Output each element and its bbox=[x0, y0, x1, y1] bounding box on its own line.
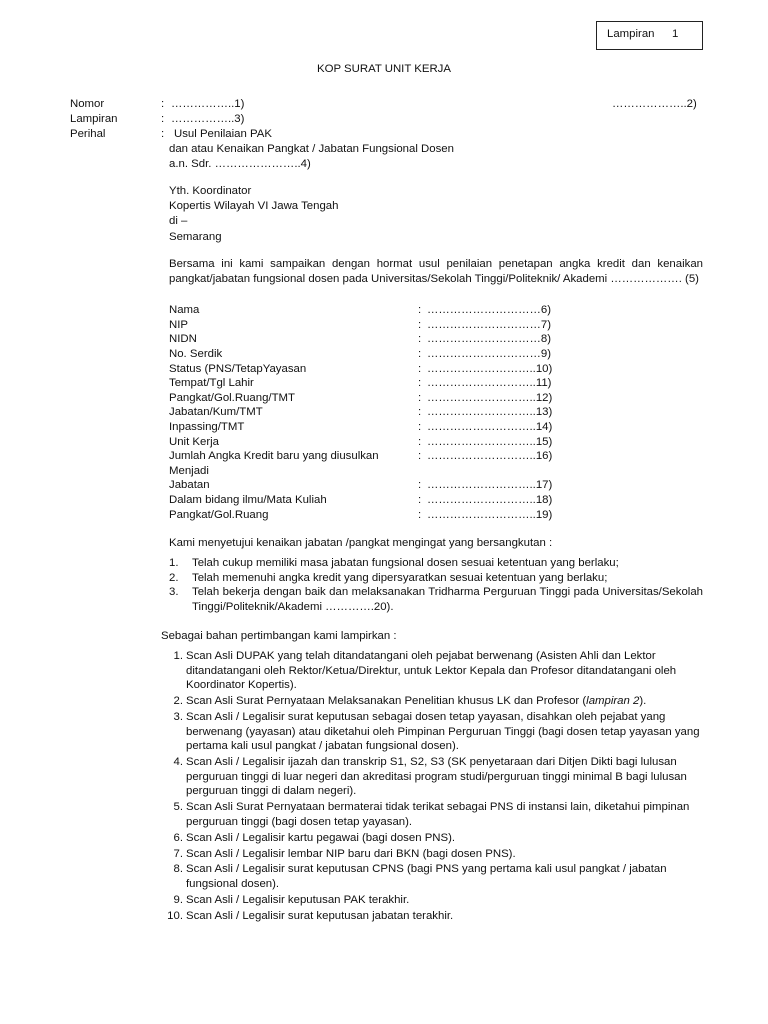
field-label: Pangkat/Gol.Ruang/TMT bbox=[169, 392, 295, 404]
field-label: NIP bbox=[169, 319, 188, 331]
field-row: Pangkat/Gol.Ruang/TMT : ………………………..12) bbox=[169, 392, 553, 404]
field-label: Tempat/Tgl Lahir bbox=[169, 377, 254, 389]
field-row: Unit Kerja : ………………………..15) bbox=[169, 436, 553, 448]
agree-item-number: 3. bbox=[169, 586, 179, 599]
intro-paragraph: Bersama ini kami sampaikan dengan hormat usul penilaian penetapan angka kredit dan kenaikan pangkat/jabatan fungsional dosen pada Universitas/Sekolah Tinggi/Politeknik/ Akademi ………………. (5) bbox=[169, 258, 703, 285]
field-row: Dalam bidang ilmu/Mata Kuliah : ………………………..18) bbox=[169, 494, 553, 506]
field-row: Pangkat/Gol.Ruang : ………………………..19) bbox=[169, 509, 553, 521]
attach-heading: Sebagai bahan pertimbangan kami lampirkan : bbox=[161, 630, 397, 642]
field-value: …………………………9) bbox=[427, 348, 552, 360]
attach-item bbox=[161, 831, 701, 846]
field-row: No. Serdik : …………………………9) bbox=[169, 348, 552, 360]
attach-item-text: Scan Asli / Legalisir keputusan PAK terakhir. bbox=[186, 893, 410, 906]
field-value: ………………………..16) bbox=[427, 450, 553, 462]
lampiran-value: ……………..3) bbox=[171, 113, 245, 125]
attach-list bbox=[161, 649, 701, 925]
lampiran-box bbox=[596, 21, 703, 50]
field-value: …………………………8) bbox=[427, 333, 552, 345]
field-row: NIP : …………………………7) bbox=[169, 319, 552, 331]
attach-item-number: 2. bbox=[173, 695, 183, 708]
attach-item-number: 4. bbox=[173, 756, 183, 769]
field-label: Inpassing/TMT bbox=[169, 421, 245, 433]
field-label: Jabatan/Kum/TMT bbox=[169, 406, 263, 418]
field-value: ………………………..15) bbox=[427, 436, 553, 448]
field-row: Status (PNS/TetapYayasan : ………………………..10) bbox=[169, 363, 553, 375]
agree-item-number: 2. bbox=[169, 571, 179, 584]
attach-item-number: 8. bbox=[173, 863, 183, 876]
field-label: NIDN bbox=[169, 333, 197, 345]
attach-item bbox=[161, 862, 701, 891]
attach-item-text: Scan Asli / Legalisir ijazah dan transkrip S1, S2, S3 (SK penyetaraan dari Ditjen Dikti bagi lulusan perguruan tinggi di luar negeri dan akreditasi program studi/perguruan tinggi minimal B bagi lulusan perguruan tinggi di dalam negeri). bbox=[186, 756, 687, 798]
attach-item bbox=[161, 909, 701, 924]
attach-item-number: 7. bbox=[173, 847, 183, 860]
agree-heading: Kami menyetujui kenaikan jabatan /pangkat mengingat yang bersangkutan : bbox=[169, 537, 553, 549]
lampiran-reference: lampiran 2 bbox=[586, 695, 640, 708]
agree-item-text: Telah memenuhi angka kredit yang dipersyaratkan sesuai ketentuan yang berlaku; bbox=[192, 571, 608, 584]
perihal-label: Perihal bbox=[70, 128, 106, 140]
field-value: ………………………..18) bbox=[427, 494, 553, 506]
attach-item-text: Scan Asli Surat Pernyataan Melaksanakan Penelitian khusus LK dan Profesor (lampiran 2). bbox=[186, 695, 647, 708]
attach-item-number: 1. bbox=[173, 650, 183, 662]
field-label: Dalam bidang ilmu/Mata Kuliah bbox=[169, 494, 327, 506]
attach-item-text: Scan Asli / Legalisir surat keputusan sebagai dosen tetap yayasan, disahkan oleh pejabat yang berwenang (yayasan) atau diketahui oleh Pimpinan Perguruan Tinggi (bagi dosen tetap yayasan yang pertama kali usul pangkat / jabatan fungsional dosen). bbox=[186, 710, 700, 753]
attach-item-number: 5. bbox=[173, 801, 183, 814]
attach-item-number: 3. bbox=[173, 710, 183, 723]
field-value: ………………………..19) bbox=[427, 509, 553, 521]
field-row: Jumlah Angka Kredit baru yang diusulkan Menjadi : ………………………..16) bbox=[169, 450, 553, 477]
attach-item bbox=[161, 800, 701, 829]
attach-item bbox=[161, 847, 701, 862]
field-value: ………………………..11) bbox=[427, 377, 552, 389]
lampiran-label: Lampiran bbox=[70, 113, 118, 125]
attach-item-number: 10. bbox=[167, 909, 183, 922]
attach-item bbox=[161, 694, 701, 709]
field-label: No. Serdik bbox=[169, 348, 223, 360]
attach-item-text: Scan Asli / Legalisir lembar NIP baru dari BKN (bagi dosen PNS). bbox=[186, 847, 516, 860]
attach-item-text: Scan Asli Surat Pernyataan bermaterai tidak terikat sebagai PNS di instansi lain, diketahui pimpinan perguruan tinggi (bagi dosen tetap yayasan). bbox=[186, 801, 690, 828]
field-row: Jabatan/Kum/TMT : ………………………..13) bbox=[169, 406, 553, 418]
lampiran-box-number: 1 bbox=[672, 28, 679, 40]
perihal-line1: Usul Penilaian PAK bbox=[174, 128, 272, 140]
field-row: Jabatan : ………………………..17) bbox=[169, 479, 553, 491]
field-row: Tempat/Tgl Lahir : ………………………..11) bbox=[169, 377, 552, 389]
agree-list bbox=[169, 556, 703, 614]
field-row: Inpassing/TMT : ………………………..14) bbox=[169, 421, 553, 433]
nomor-value: ……………..1) bbox=[171, 98, 245, 110]
address-line2: Kopertis Wilayah VI Jawa Tengah bbox=[169, 200, 339, 212]
perihal-line2: dan atau Kenaikan Pangkat / Jabatan Fungsional Dosen bbox=[169, 143, 454, 155]
field-label: Nama bbox=[169, 304, 200, 316]
field-value: …………………………6) bbox=[427, 304, 552, 316]
agree-item bbox=[169, 571, 703, 586]
field-label: Jumlah Angka Kredit baru yang diusulkan Menjadi bbox=[169, 450, 379, 477]
attach-item bbox=[161, 710, 701, 754]
field-value: ………………………..14) bbox=[427, 421, 553, 433]
address-line3: di – bbox=[169, 215, 188, 227]
perihal-line3: a.n. Sdr. …………………..4) bbox=[169, 158, 311, 170]
attach-item-text: Scan Asli DUPAK yang telah ditandatangani oleh pejabat berwenang (Asisten Ahli dan Lektor ditandatangani oleh Rektor/Ketua/Direktur, untuk Lektor Kepala dan Profesor ditandatangani oleh Koordinator Kopertis). bbox=[186, 650, 677, 692]
field-value: ………………………..13) bbox=[427, 406, 553, 418]
field-value: ………………………..17) bbox=[427, 479, 553, 491]
field-row: NIDN : …………………………8) bbox=[169, 333, 552, 345]
attach-item-number: 9. bbox=[173, 893, 183, 906]
lampiran-box-label: Lampiran bbox=[607, 28, 655, 40]
address-line4: Semarang bbox=[169, 231, 222, 243]
attach-item-number: 6. bbox=[173, 831, 183, 844]
field-label: Unit Kerja bbox=[169, 436, 220, 448]
nomor-date: ………………..2) bbox=[612, 98, 697, 110]
field-value: ………………………..12) bbox=[427, 392, 553, 404]
attach-item-text: Scan Asli / Legalisir surat keputusan CPNS (bagi PNS yang pertama kali usul pangkat / jabatan fungsional dosen). bbox=[186, 863, 667, 890]
agree-item bbox=[169, 556, 703, 571]
field-label: Status (PNS/TetapYayasan bbox=[169, 363, 307, 375]
attach-item bbox=[161, 893, 701, 908]
field-label: Pangkat/Gol.Ruang bbox=[169, 509, 269, 521]
agree-item-number: 1. bbox=[169, 557, 179, 569]
agree-item-text: Telah bekerja dengan baik dan melaksanakan Tridharma Perguruan Tinggi pada Universitas/Sekolah Tinggi/Politeknik/Akademi ………….20). bbox=[192, 586, 703, 613]
field-value: …………………………7) bbox=[427, 319, 552, 331]
attach-item bbox=[161, 649, 701, 693]
field-row: Nama : …………………………6) bbox=[169, 304, 552, 316]
field-label: Jabatan bbox=[169, 479, 210, 491]
kop-title: KOP SURAT UNIT KERJA bbox=[317, 63, 451, 75]
agree-item-text: Telah cukup memiliki masa jabatan fungsional dosen sesuai ketentuan yang berlaku; bbox=[192, 557, 619, 569]
address-line1: Yth. Koordinator bbox=[169, 185, 252, 197]
nomor-label: Nomor bbox=[70, 98, 105, 110]
attach-item bbox=[161, 755, 701, 799]
attach-item-text: Scan Asli / Legalisir surat keputusan jabatan terakhir. bbox=[186, 909, 454, 922]
field-value: ………………………..10) bbox=[427, 363, 553, 375]
agree-item bbox=[169, 585, 703, 614]
attach-item-text: Scan Asli / Legalisir kartu pegawai (bagi dosen PNS). bbox=[186, 831, 456, 844]
